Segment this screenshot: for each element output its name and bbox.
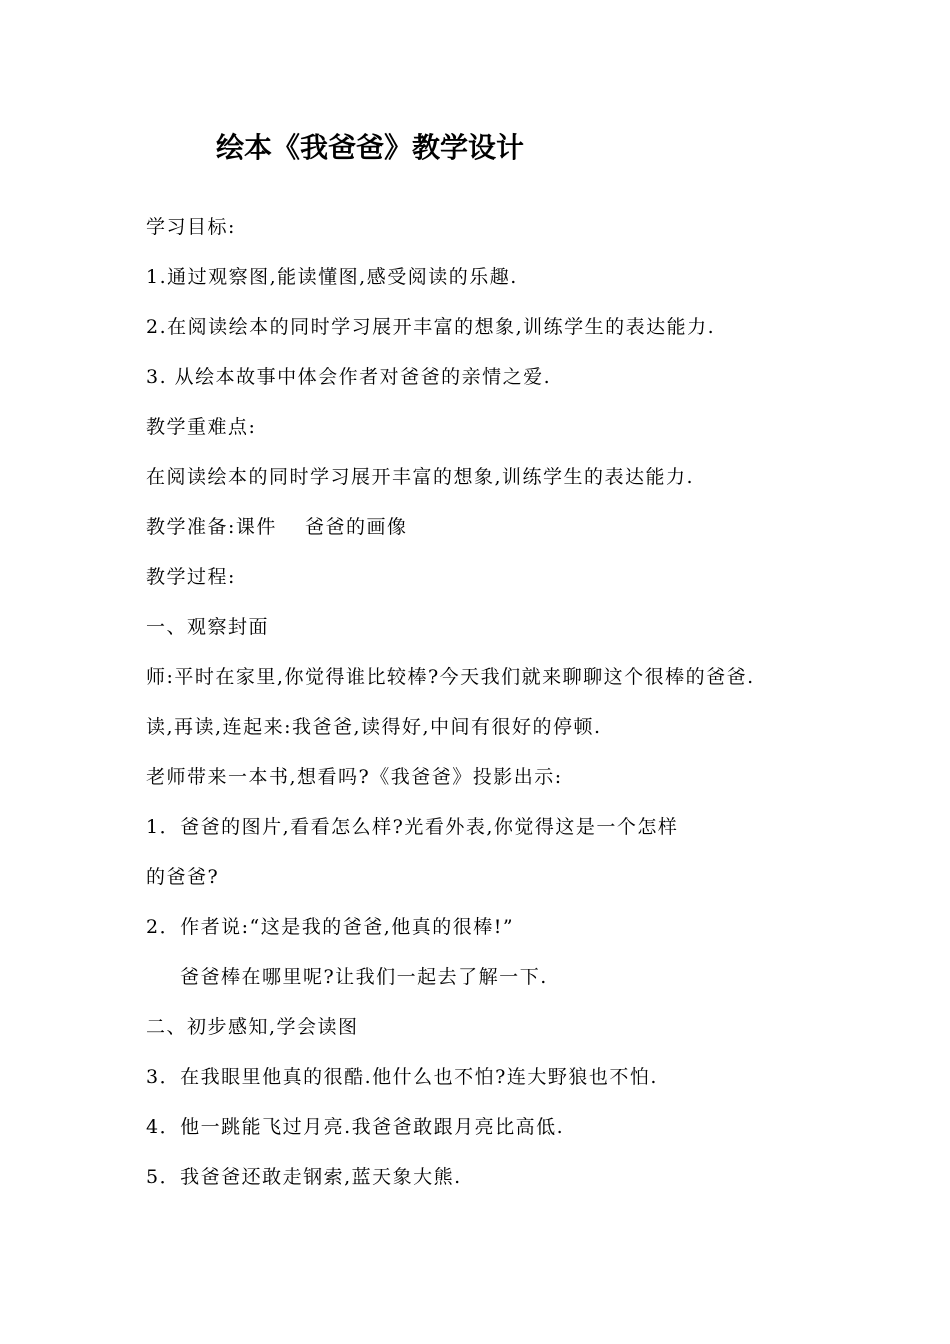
key-points-text: 在阅读绘本的同时学习展开丰富的想象,训练学生的表达能力.: [146, 466, 695, 488]
document-body: [146, 210, 846, 1210]
objective-item-1: 1.通过观察图,能读懂图,感受阅读的乐趣.: [146, 266, 518, 288]
section-heading-key-points: 教学重难点:: [146, 416, 257, 438]
preparation-text: 教学准备:课件 爸爸的画像: [146, 516, 408, 538]
numbered-item-3: 3．在我眼里他真的很酷.他什么也不怕?连大野狼也不怕.: [146, 1066, 658, 1088]
numbered-item-2: 2．作者说:“这是我的爸爸,他真的很棒!”: [146, 916, 515, 938]
document-title: 绘本《我爸爸》教学设计: [216, 131, 525, 164]
numbered-item-1-continued: 的爸爸?: [146, 866, 220, 888]
section-heading-process: 教学过程:: [146, 566, 236, 588]
paragraph-line: 读,再读,连起来:我爸爸,读得好,中间有很好的停顿.: [146, 716, 602, 738]
numbered-item-5: 5．我爸爸还敢走钢索,蓝天象大熊.: [146, 1166, 462, 1188]
paragraph-line: 师:平时在家里,你觉得谁比较棒?今天我们就来聊聊这个很棒的爸爸.: [146, 666, 755, 688]
subsection-heading-cover: 一、观察封面: [146, 616, 270, 638]
objective-item-3: 3. 从绘本故事中体会作者对爸爸的亲情之爱.: [146, 366, 552, 388]
numbered-item-1: 1．爸爸的图片,看看怎么样?光看外表,你觉得这是一个怎样: [146, 816, 679, 838]
paragraph-line-indented: 爸爸棒在哪里呢?让我们一起去了解一下.: [180, 966, 548, 988]
objective-item-2: 2.在阅读绘本的同时学习展开丰富的想象,训练学生的表达能力.: [146, 316, 716, 338]
section-heading-objectives: 学习目标:: [146, 216, 236, 238]
paragraph-line: 老师带来一本书,想看吗?《我爸爸》投影出示:: [146, 766, 563, 788]
subsection-heading-reading: 二、初步感知,学会读图: [146, 1016, 359, 1038]
numbered-item-4: 4．他一跳能飞过月亮.我爸爸敢跟月亮比高低.: [146, 1116, 565, 1138]
